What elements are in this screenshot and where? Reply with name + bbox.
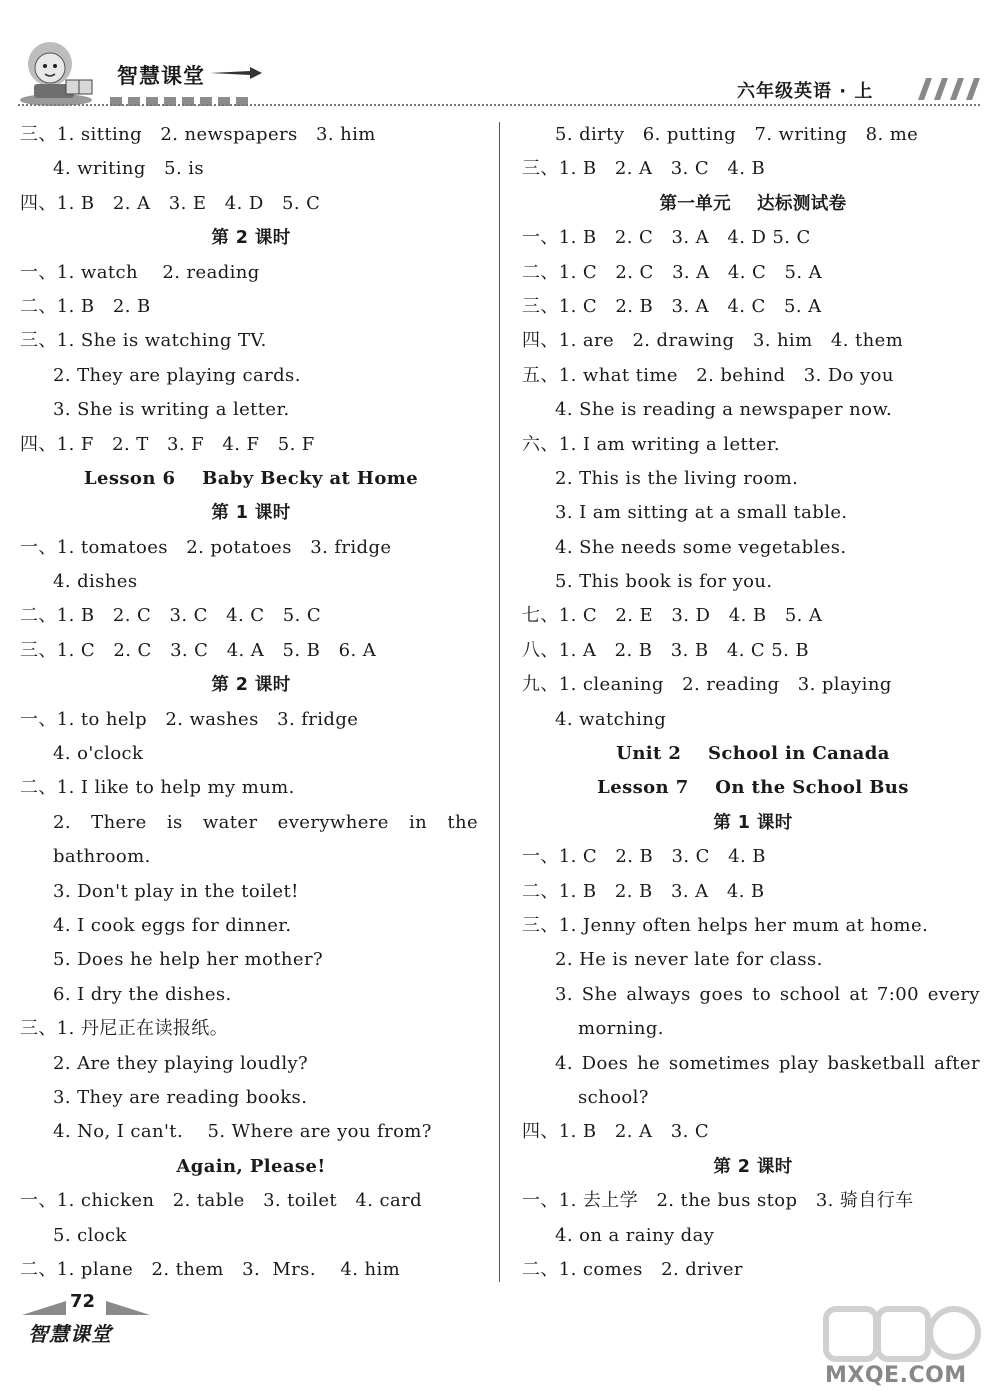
- answer-column-right: [522, 118, 984, 1287]
- answer-line: 二、1. B 2. C 3. C 4. C 5. C: [20, 605, 322, 627]
- answer-line: 4. Does he sometimes play basketball after: [555, 1052, 980, 1074]
- answer-line: bathroom.: [53, 846, 151, 868]
- answer-line: 3. She always goes to school at 7:00 every: [555, 983, 980, 1005]
- answer-column-left: [20, 118, 482, 1287]
- answer-line: 5. dirty 6. putting 7. writing 8. me: [555, 124, 919, 145]
- answer-line: 3. I am sitting at a small table.: [555, 502, 848, 524]
- section-heading: 第 2 课时: [211, 228, 291, 249]
- answer-line: 一、1. C 2. B 3. C 4. B: [522, 846, 766, 868]
- answer-line: 三、1. C 2. C 3. C 4. A 5. B 6. A: [20, 639, 377, 661]
- answer-line: 三、1. Jenny often helps her mum at home.: [522, 914, 929, 936]
- section-heading: Lesson 6 Baby Becky at Home: [83, 467, 419, 489]
- answer-line: 二、1. plane 2. them 3. Mrs. 4. him: [20, 1258, 401, 1280]
- answer-line: 4. No, I can't. 5. Where are you from?: [53, 1121, 432, 1143]
- answer-line: 二、1. B 2. B 3. A 4. B: [522, 880, 765, 902]
- answer-line: 二、1. comes 2. driver: [522, 1258, 743, 1280]
- answer-line: 五、1. what time 2. behind 3. Do you: [522, 364, 894, 386]
- answer-line: 一、1. B 2. C 3. A 4. D 5. C: [522, 227, 811, 249]
- section-heading: 第 2 课时: [713, 1156, 793, 1177]
- footer-brand: 智慧课堂: [28, 1322, 112, 1346]
- page-header: [0, 0, 1000, 110]
- answer-line: 四、1. are 2. drawing 3. him 4. them: [522, 330, 904, 352]
- section-heading: 第 2 课时: [211, 675, 291, 696]
- section-heading: 第一单元 达标测试卷: [659, 193, 847, 214]
- answer-line: 一、1. chicken 2. table 3. toilet 4. card: [20, 1190, 423, 1212]
- arrow-right-icon: [210, 66, 262, 80]
- answer-line: 2. Are they playing loudly?: [53, 1052, 309, 1074]
- answer-line: 二、1. I like to help my mum.: [20, 777, 295, 799]
- answer-line: 2. He is never late for class.: [555, 949, 823, 971]
- answer-line: 4. on a rainy day: [555, 1224, 715, 1246]
- column-divider: [499, 122, 500, 1282]
- answer-line: 九、1. cleaning 2. reading 3. playing: [522, 674, 892, 696]
- page-footer: [0, 1285, 1000, 1400]
- answer-line: 一、1. to help 2. washes 3. fridge: [20, 708, 359, 730]
- answer-line: 4. writing 5. is: [53, 158, 205, 180]
- answer-line: 二、1. B 2. B: [20, 295, 151, 317]
- answer-line: 2. There is water everywhere in the: [53, 811, 478, 833]
- slashes-decoration-icon: [910, 78, 982, 100]
- decorative-squares: [110, 91, 260, 101]
- answer-line: 四、1. F 2. T 3. F 4. F 5. F: [20, 433, 315, 455]
- section-heading: 第 1 课时: [211, 503, 291, 524]
- watermark-text: MXQE.COM: [825, 1363, 967, 1388]
- mascot-girl-icon: [16, 36, 96, 106]
- answer-line: 二、1. C 2. C 3. A 4. C 5. A: [522, 261, 823, 283]
- answer-line: 3. They are reading books.: [53, 1086, 308, 1108]
- section-heading: Again, Please!: [176, 1155, 326, 1177]
- answer-line: 4. I cook eggs for dinner.: [53, 914, 292, 936]
- header-brand: 智慧课堂: [117, 64, 205, 88]
- answer-line: 2. They are playing cards.: [53, 364, 301, 386]
- answer-line: 一、1. 去上学 2. the bus stop 3. 骑自行车: [522, 1190, 914, 1212]
- answer-line: 三、1. sitting 2. newspapers 3. him: [20, 124, 376, 145]
- answer-line: 6. I dry the dishes.: [53, 983, 232, 1005]
- header-rule: [18, 104, 980, 106]
- answer-line: 2. This is the living room.: [555, 467, 799, 489]
- answer-line: 六、1. I am writing a letter.: [522, 433, 780, 455]
- answer-line: 5. Does he help her mother?: [53, 949, 323, 971]
- answer-line: 4. She needs some vegetables.: [555, 536, 847, 558]
- answer-line: 一、1. tomatoes 2. potatoes 3. fridge: [20, 536, 392, 558]
- answer-line: 4. She is reading a newspaper now.: [555, 399, 893, 421]
- section-heading: 第 1 课时: [713, 812, 793, 833]
- answer-line: 一、1. watch 2. reading: [20, 261, 260, 283]
- answer-line: 4. o'clock: [53, 743, 144, 765]
- section-heading: Lesson 7 On the School Bus: [597, 777, 909, 799]
- answer-line: school?: [578, 1086, 649, 1108]
- answer-line: 四、1. B 2. A 3. E 4. D 5. C: [20, 192, 321, 214]
- answer-line: 3. She is writing a letter.: [53, 399, 290, 421]
- answer-line: 5. This book is for you.: [555, 571, 773, 593]
- answer-line: 三、1. B 2. A 3. C 4. B: [522, 158, 766, 180]
- answer-line: 七、1. C 2. E 3. D 4. B 5. A: [522, 605, 823, 627]
- answer-line: 三、1. 丹尼正在读报纸。: [20, 1018, 229, 1040]
- answer-line: 4. dishes: [53, 571, 138, 593]
- answer-line: 5. clock: [53, 1224, 127, 1246]
- answer-line: 三、1. She is watching TV.: [20, 330, 267, 352]
- answer-line: 3. Don't play in the toilet!: [53, 880, 299, 902]
- section-heading: Unit 2 School in Canada: [616, 743, 890, 765]
- answer-line: 四、1. B 2. A 3. C: [522, 1121, 710, 1143]
- answer-line: 八、1. A 2. B 3. B 4. C 5. B: [522, 639, 809, 661]
- page-number: 72: [70, 1291, 96, 1312]
- answer-line: morning.: [578, 1018, 664, 1040]
- book-title: 六年级英语 · 上: [737, 81, 874, 102]
- answer-line: 三、1. C 2. B 3. A 4. C 5. A: [522, 295, 822, 317]
- answer-line: 4. watching: [555, 708, 667, 730]
